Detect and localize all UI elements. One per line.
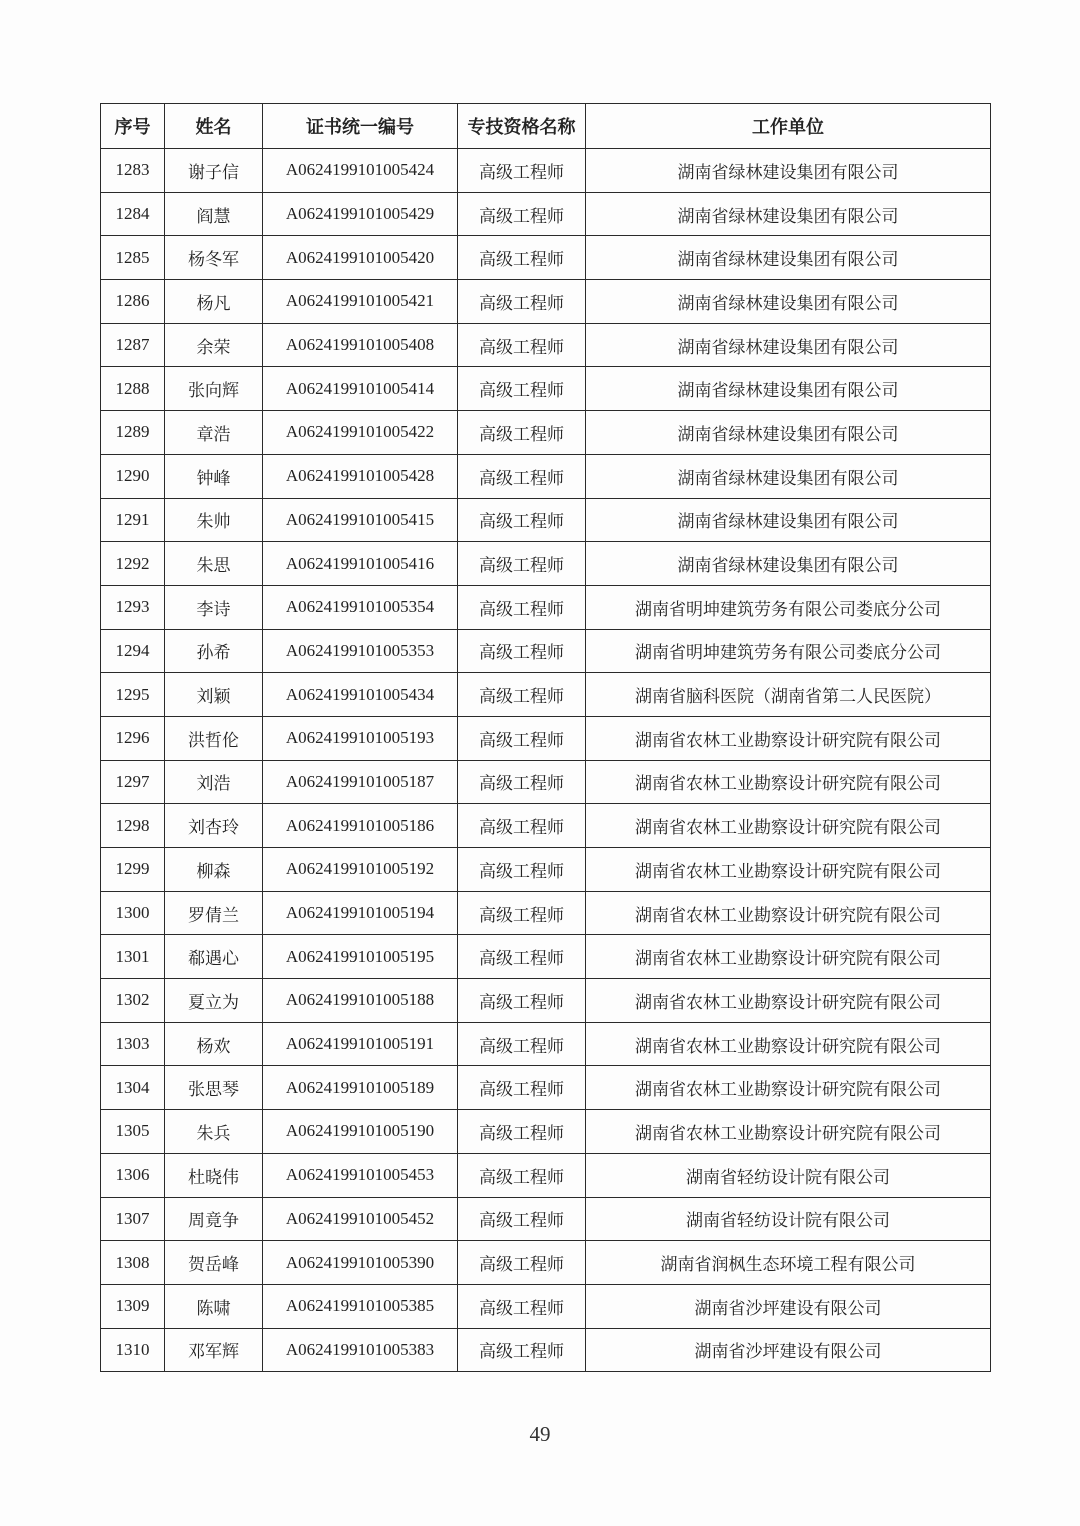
cell-seq: 1309	[101, 1284, 165, 1328]
cell-cert-no: A0624199101005385	[263, 1284, 458, 1328]
cell-name: 刘颖	[165, 673, 263, 717]
cell-cert-no: A0624199101005383	[263, 1328, 458, 1372]
cell-unit: 湖南省绿林建设集团有限公司	[586, 323, 991, 367]
cell-name: 贺岳峰	[165, 1241, 263, 1285]
page-number: 49	[529, 1422, 551, 1446]
table-row	[101, 454, 991, 498]
cell-unit: 湖南省润枫生态环境工程有限公司	[586, 1241, 991, 1285]
header-cert-no: 证书统一编号	[263, 104, 458, 149]
cell-qualification: 高级工程师	[458, 280, 586, 324]
table-row	[101, 716, 991, 760]
table-row	[101, 585, 991, 629]
cell-unit: 湖南省农林工业勘察设计研究院有限公司	[586, 804, 991, 848]
cell-cert-no: A0624199101005415	[263, 498, 458, 542]
cell-cert-no: A0624199101005187	[263, 760, 458, 804]
cell-name: 陈啸	[165, 1284, 263, 1328]
cell-name: 罗倩兰	[165, 891, 263, 935]
cell-name: 张向辉	[165, 367, 263, 411]
cell-unit: 湖南省轻纺设计院有限公司	[586, 1197, 991, 1241]
cell-name: 钟峰	[165, 454, 263, 498]
cell-name: 郗遇心	[165, 935, 263, 979]
cell-unit: 湖南省农林工业勘察设计研究院有限公司	[586, 760, 991, 804]
cell-name: 张思琴	[165, 1066, 263, 1110]
table-row	[101, 1284, 991, 1328]
cell-cert-no: A0624199101005189	[263, 1066, 458, 1110]
cell-cert-no: A0624199101005193	[263, 716, 458, 760]
cell-seq: 1305	[101, 1110, 165, 1154]
cell-qualification: 高级工程师	[458, 760, 586, 804]
cell-unit: 湖南省绿林建设集团有限公司	[586, 149, 991, 193]
cell-name: 杨冬军	[165, 236, 263, 280]
cell-seq: 1295	[101, 673, 165, 717]
cell-seq: 1307	[101, 1197, 165, 1241]
cell-cert-no: A0624199101005453	[263, 1153, 458, 1197]
cell-name: 杨凡	[165, 280, 263, 324]
cell-seq: 1287	[101, 323, 165, 367]
cell-cert-no: A0624199101005414	[263, 367, 458, 411]
table-row	[101, 367, 991, 411]
cell-cert-no: A0624199101005194	[263, 891, 458, 935]
cell-qualification: 高级工程师	[458, 454, 586, 498]
cell-unit: 湖南省沙坪建设有限公司	[586, 1328, 991, 1372]
cell-cert-no: A0624199101005191	[263, 1022, 458, 1066]
table-row	[101, 935, 991, 979]
cell-qualification: 高级工程师	[458, 891, 586, 935]
cell-name: 杨欢	[165, 1022, 263, 1066]
cell-unit: 湖南省农林工业勘察设计研究院有限公司	[586, 716, 991, 760]
cell-name: 刘杏玲	[165, 804, 263, 848]
cell-qualification: 高级工程师	[458, 848, 586, 892]
cell-qualification: 高级工程师	[458, 716, 586, 760]
cell-cert-no: A0624199101005429	[263, 192, 458, 236]
table-row	[101, 542, 991, 586]
cell-qualification: 高级工程师	[458, 367, 586, 411]
cell-qualification: 高级工程师	[458, 1153, 586, 1197]
cell-qualification: 高级工程师	[458, 149, 586, 193]
cell-cert-no: A0624199101005408	[263, 323, 458, 367]
cell-unit: 湖南省农林工业勘察设计研究院有限公司	[586, 1022, 991, 1066]
cell-qualification: 高级工程师	[458, 1241, 586, 1285]
cell-unit: 湖南省绿林建设集团有限公司	[586, 411, 991, 455]
header-unit: 工作单位	[586, 104, 991, 149]
cell-unit: 湖南省沙坪建设有限公司	[586, 1284, 991, 1328]
cell-cert-no: A0624199101005424	[263, 149, 458, 193]
cell-qualification: 高级工程师	[458, 1197, 586, 1241]
cell-name: 洪哲伦	[165, 716, 263, 760]
cell-qualification: 高级工程师	[458, 192, 586, 236]
cell-seq: 1298	[101, 804, 165, 848]
cell-name: 邓军辉	[165, 1328, 263, 1372]
cell-qualification: 高级工程师	[458, 804, 586, 848]
cell-qualification: 高级工程师	[458, 1110, 586, 1154]
cell-unit: 湖南省农林工业勘察设计研究院有限公司	[586, 848, 991, 892]
table-row	[101, 1022, 991, 1066]
cell-name: 谢子信	[165, 149, 263, 193]
cell-seq: 1293	[101, 585, 165, 629]
cell-qualification: 高级工程师	[458, 1328, 586, 1372]
cell-seq: 1297	[101, 760, 165, 804]
cell-cert-no: A0624199101005195	[263, 935, 458, 979]
table-row	[101, 149, 991, 193]
cell-cert-no: A0624199101005421	[263, 280, 458, 324]
cell-cert-no: A0624199101005416	[263, 542, 458, 586]
cell-unit: 湖南省绿林建设集团有限公司	[586, 367, 991, 411]
cell-cert-no: A0624199101005190	[263, 1110, 458, 1154]
cell-seq: 1300	[101, 891, 165, 935]
cell-unit: 湖南省农林工业勘察设计研究院有限公司	[586, 979, 991, 1023]
cell-qualification: 高级工程师	[458, 542, 586, 586]
cell-seq: 1290	[101, 454, 165, 498]
cell-unit: 湖南省绿林建设集团有限公司	[586, 498, 991, 542]
cell-unit: 湖南省明坤建筑劳务有限公司娄底分公司	[586, 629, 991, 673]
cell-name: 刘浩	[165, 760, 263, 804]
cell-qualification: 高级工程师	[458, 498, 586, 542]
cell-qualification: 高级工程师	[458, 1066, 586, 1110]
table-row	[101, 760, 991, 804]
cell-cert-no: A0624199101005422	[263, 411, 458, 455]
table-row	[101, 979, 991, 1023]
cell-seq: 1292	[101, 542, 165, 586]
table-row	[101, 280, 991, 324]
cell-seq: 1308	[101, 1241, 165, 1285]
cell-name: 朱兵	[165, 1110, 263, 1154]
cell-unit: 湖南省绿林建设集团有限公司	[586, 454, 991, 498]
cell-unit: 湖南省轻纺设计院有限公司	[586, 1153, 991, 1197]
cell-cert-no: A0624199101005186	[263, 804, 458, 848]
table-body	[101, 149, 991, 1372]
table-row	[101, 1328, 991, 1372]
cell-cert-no: A0624199101005434	[263, 673, 458, 717]
cell-cert-no: A0624199101005452	[263, 1197, 458, 1241]
cell-unit: 湖南省农林工业勘察设计研究院有限公司	[586, 891, 991, 935]
cell-seq: 1285	[101, 236, 165, 280]
cell-name: 孙希	[165, 629, 263, 673]
table-row	[101, 236, 991, 280]
table-row	[101, 848, 991, 892]
table-header-row	[101, 104, 991, 149]
qualification-table	[100, 103, 991, 1372]
table-row	[101, 498, 991, 542]
cell-qualification: 高级工程师	[458, 935, 586, 979]
cell-name: 阎慧	[165, 192, 263, 236]
header-name: 姓名	[165, 104, 263, 149]
cell-unit: 湖南省明坤建筑劳务有限公司娄底分公司	[586, 585, 991, 629]
cell-seq: 1301	[101, 935, 165, 979]
cell-seq: 1299	[101, 848, 165, 892]
cell-qualification: 高级工程师	[458, 629, 586, 673]
cell-qualification: 高级工程师	[458, 236, 586, 280]
table-row	[101, 1110, 991, 1154]
table-row	[101, 891, 991, 935]
table-row	[101, 323, 991, 367]
cell-name: 朱帅	[165, 498, 263, 542]
cell-unit: 湖南省绿林建设集团有限公司	[586, 236, 991, 280]
cell-seq: 1306	[101, 1153, 165, 1197]
table-row	[101, 1197, 991, 1241]
cell-name: 章浩	[165, 411, 263, 455]
table-row	[101, 673, 991, 717]
cell-name: 周竟争	[165, 1197, 263, 1241]
cell-cert-no: A0624199101005428	[263, 454, 458, 498]
cell-unit: 湖南省农林工业勘察设计研究院有限公司	[586, 1066, 991, 1110]
cell-cert-no: A0624199101005354	[263, 585, 458, 629]
cell-seq: 1288	[101, 367, 165, 411]
header-qualification: 专技资格名称	[458, 104, 586, 149]
cell-name: 李诗	[165, 585, 263, 629]
cell-seq: 1310	[101, 1328, 165, 1372]
cell-seq: 1294	[101, 629, 165, 673]
cell-cert-no: A0624199101005420	[263, 236, 458, 280]
cell-name: 余荣	[165, 323, 263, 367]
cell-qualification: 高级工程师	[458, 1022, 586, 1066]
cell-cert-no: A0624199101005390	[263, 1241, 458, 1285]
table-row	[101, 1066, 991, 1110]
table-row	[101, 1153, 991, 1197]
table-row	[101, 629, 991, 673]
cell-cert-no: A0624199101005353	[263, 629, 458, 673]
cell-unit: 湖南省绿林建设集团有限公司	[586, 192, 991, 236]
table-row	[101, 1241, 991, 1285]
cell-seq: 1302	[101, 979, 165, 1023]
cell-name: 夏立为	[165, 979, 263, 1023]
cell-qualification: 高级工程师	[458, 1284, 586, 1328]
header-seq: 序号	[101, 104, 165, 149]
table-row	[101, 192, 991, 236]
cell-cert-no: A0624199101005192	[263, 848, 458, 892]
cell-seq: 1296	[101, 716, 165, 760]
cell-qualification: 高级工程师	[458, 411, 586, 455]
cell-seq: 1286	[101, 280, 165, 324]
cell-seq: 1283	[101, 149, 165, 193]
cell-name: 柳森	[165, 848, 263, 892]
cell-unit: 湖南省农林工业勘察设计研究院有限公司	[586, 1110, 991, 1154]
cell-cert-no: A0624199101005188	[263, 979, 458, 1023]
table-row	[101, 804, 991, 848]
cell-unit: 湖南省农林工业勘察设计研究院有限公司	[586, 935, 991, 979]
cell-seq: 1284	[101, 192, 165, 236]
cell-name: 杜晓伟	[165, 1153, 263, 1197]
cell-unit: 湖南省绿林建设集团有限公司	[586, 280, 991, 324]
cell-qualification: 高级工程师	[458, 979, 586, 1023]
cell-qualification: 高级工程师	[458, 323, 586, 367]
cell-seq: 1303	[101, 1022, 165, 1066]
cell-unit: 湖南省脑科医院（湖南省第二人民医院）	[586, 673, 991, 717]
cell-unit: 湖南省绿林建设集团有限公司	[586, 542, 991, 586]
cell-name: 朱思	[165, 542, 263, 586]
cell-seq: 1304	[101, 1066, 165, 1110]
table-row	[101, 411, 991, 455]
cell-qualification: 高级工程师	[458, 585, 586, 629]
cell-seq: 1291	[101, 498, 165, 542]
cell-seq: 1289	[101, 411, 165, 455]
cell-qualification: 高级工程师	[458, 673, 586, 717]
